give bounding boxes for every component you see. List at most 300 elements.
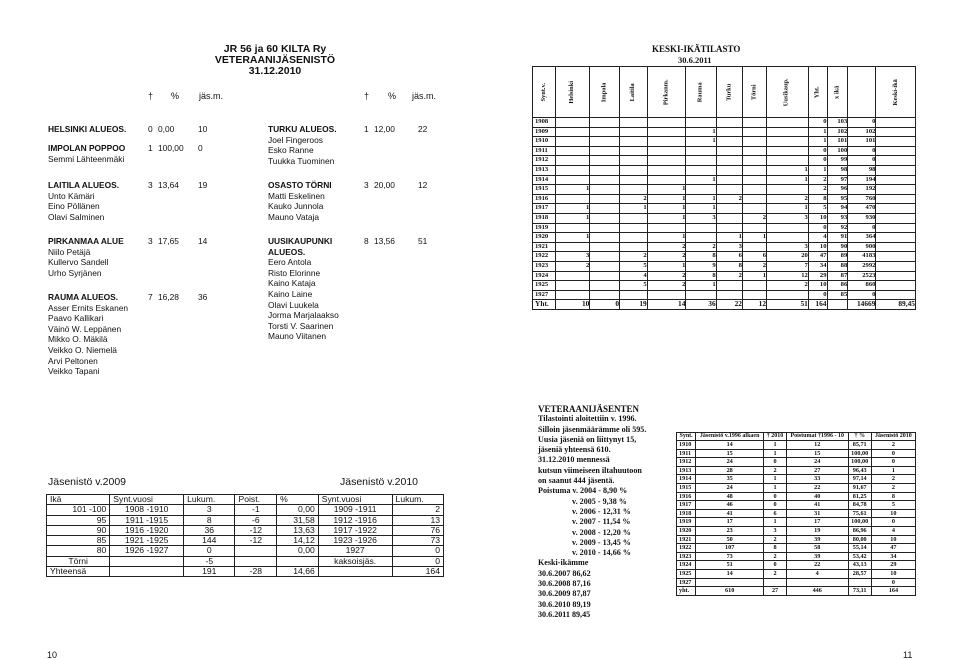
keski-cell [716,175,742,185]
keski-cell: 930 [848,213,876,223]
keski-cell [647,146,686,156]
veteran-cell: 86,96 [848,526,871,535]
veteran-cell: 39 [786,552,848,561]
keski-cell [590,156,620,166]
keski-cell: 194 [848,175,876,185]
keski-cell [620,156,648,166]
keski-cell: 90 [827,242,848,252]
veteran-cell: 14 [696,569,764,578]
jasenisto-cell: 13,63 [277,525,319,535]
keski-cell [876,127,916,137]
keski-cell [876,146,916,156]
keski-cell: 0 [808,156,827,166]
keski-cell: 3 [767,242,809,252]
keski-cell: 1 [808,137,827,147]
veteran-cell: 1 [871,466,915,475]
keski-cell [556,223,590,233]
veteran-total-cell: 164 [871,587,915,596]
keski-cell: 2 [686,242,716,252]
keski-cell: 1 [647,261,686,271]
veteran-cell: 1914 [677,475,696,484]
keski-cell: 1 [767,204,809,214]
keski-total-cell: 19 [620,300,648,310]
jasenisto-cell: 95 [47,515,110,525]
keski-cell [590,233,620,243]
keski-cell [876,271,916,281]
jasenisto-cell: -12 [235,525,277,535]
veteran-row [677,569,916,578]
keski-cell: 99 [827,156,848,166]
veteran-total-cell: 73,11 [848,587,871,596]
keski-cell: 1 [556,233,590,243]
keski-cell [620,118,648,128]
veteran-table [676,432,916,596]
keski-header-cell [848,67,876,118]
section-person: Niilo Petäjä [48,246,91,257]
veteran-cell: 1 [764,483,787,492]
keski-row [533,281,916,291]
keski-cell: 192 [848,185,876,195]
keski-cell: 85 [827,290,848,300]
section-members: 0 [198,143,203,153]
keski-cell: 1912 [533,156,556,166]
section-person: Torsti V. Saarinen [268,320,334,331]
keski-cell [556,156,590,166]
keski-cell: 8 [808,194,827,204]
section-pct: 17,65 [158,236,179,246]
keski-cell: 1 [767,175,809,185]
veteran-cell: 34 [871,552,915,561]
keski-cell: 900 [848,242,876,252]
section-2 [48,180,278,222]
veteran-cell: 55,14 [848,544,871,553]
jasenisto-cell: Yhteensä [47,567,110,577]
jasenisto-cell: 13 [392,515,443,525]
keski-row [533,146,916,156]
keski-cell [620,137,648,147]
keski-cell: 1909 [533,127,556,137]
veteran-total-row [677,587,916,596]
jasenisto-row [47,546,444,556]
keski-cell [716,118,742,128]
keski-cell: 3 [767,213,809,223]
keski-cell: 34 [808,261,827,271]
keski-cell [742,194,766,204]
keski-row [533,185,916,195]
keski-header-cell [686,67,716,118]
keski-cell [742,127,766,137]
veteran-row [677,492,916,501]
veteran-text-line: Keski-ikämme [538,558,589,568]
keski-cell: 2 [647,271,686,281]
keski-cell [590,175,620,185]
keski-header-cell [556,67,590,118]
veteran-row [677,441,916,450]
jasenisto-header-cell: Lukum. [392,495,443,505]
keski-cell [686,146,716,156]
keski-cell: 2 [647,242,686,252]
jasenisto-cell: 36 [184,525,235,535]
keski-cell [590,204,620,214]
keski-cell [876,213,916,223]
keski-cell: 1 [620,204,648,214]
keski-cell: 1 [716,233,742,243]
jasenisto-title-2010: Jäsenistö v.2010 [340,476,419,488]
section-person: Eero Antola [268,257,312,268]
veteran-row [677,466,916,475]
jasenisto-cell: 0 [184,546,235,556]
section-members: 19 [198,180,208,190]
keski-cell: 86 [827,281,848,291]
keski-cell [742,137,766,147]
keski-cell: 89 [827,252,848,262]
section-person: Asser Ernits Eskanen [48,302,129,313]
keski-cell: 3 [556,252,590,262]
keski-cell [876,137,916,147]
veteran-text-line: 30.6.2008 87,16 [538,579,591,589]
jasenisto-cell: 1912 -1916 [318,515,392,525]
jasenisto-cell: 0 [392,546,443,556]
veteran-cell: 46 [696,501,764,510]
keski-cell [590,118,620,128]
veteran-cell: 50 [696,535,764,544]
keski-cell [876,204,916,214]
keski-row [533,252,916,262]
keski-cell [620,223,648,233]
keski-cell [876,252,916,262]
jasenisto-cell: 164 [392,567,443,577]
keski-cell: 20 [767,252,809,262]
keski-cell: 8 [716,261,742,271]
keski-cell: 364 [848,233,876,243]
section-person: Veikko O. Niemelä [48,344,117,355]
keski-total-row [533,300,916,310]
keski-header-cell [808,67,827,118]
keski-cell: 0 [848,223,876,233]
veteran-cell: 12 [786,441,848,450]
veteran-header-cell: Jäsenistö v.1996 alkaen [696,433,764,441]
veteran-cell: 35 [696,475,764,484]
section-person: Mauno Viitanen [268,331,327,342]
keski-cell: 102 [827,127,848,137]
veteran-cell: 4 [786,569,848,578]
keski-cell [556,271,590,281]
keski-header-label: Keski-ikä [891,78,899,106]
veteran-cell: 1919 [677,518,696,527]
keski-cell: 2 [647,281,686,291]
keski-cell [767,127,809,137]
keski-cell: 103 [827,118,848,128]
jasenisto-header-cell: Lukum. [184,495,235,505]
keski-cell [556,194,590,204]
keski-row [533,118,916,128]
keski-cell: 1 [686,281,716,291]
keski-cell: 10 [808,242,827,252]
veteran-row [677,578,916,587]
keski-cell: 9 [686,261,716,271]
veteran-cell: 1918 [677,509,696,518]
section-name: UUSIKAUPUNKI ALUEOS. [268,236,333,257]
veteran-cell: 2 [764,552,787,561]
jasenisto-header-cell: Poist. [235,495,277,505]
keski-row [533,175,916,185]
veteran-text-line: kutsun viimeiseen iltahuutoon [538,465,642,475]
keski-cell: 2523 [848,271,876,281]
veteran-row [677,475,916,484]
veteran-cell: 1920 [677,526,696,535]
keski-cell [590,185,620,195]
keski-cell: 2 [742,213,766,223]
jasenisto-cell: 144 [184,536,235,546]
keski-cell: 1 [742,271,766,281]
veteran-text-line: 30.6.2010 89,19 [538,599,591,609]
keski-cell [742,175,766,185]
keski-cell [742,204,766,214]
veteran-cell: 41 [786,501,848,510]
keski-cell [620,242,648,252]
veteran-row [677,526,916,535]
jasenisto-cell [235,546,277,556]
jasenisto-title-2009: Jäsenistö v.2009 [48,476,127,488]
veteran-cell: 29 [871,561,915,570]
veteran-cell: 17 [696,518,764,527]
veteran-text-line: 30.6.2011 89,45 [538,609,591,619]
keski-cell [767,223,809,233]
keski-cell: 2 [716,194,742,204]
keski-cell [742,223,766,233]
keski-cell [590,271,620,281]
veteran-cell [696,578,764,587]
keski-total-cell: 12 [742,300,766,310]
keski-cell: 1913 [533,165,556,175]
keski-cell [556,242,590,252]
keski-cell: 1 [686,137,716,147]
keski-cell [590,213,620,223]
jasenisto-cell: -5 [184,556,235,566]
jasenisto-cell: kaksoisjäs. [318,556,392,566]
keski-total-cell: 36 [686,300,716,310]
section-1 [48,143,278,164]
keski-cell [620,185,648,195]
jasenisto-row [47,536,444,546]
section-members: 22 [418,124,428,134]
veteran-cell: 1922 [677,544,696,553]
jasenisto-header-cell: Synt.vuosi [110,495,184,505]
keski-cell: 8 [686,252,716,262]
veteran-text-line: jäseniä yhteensä 610. [538,445,611,455]
veteran-cell [848,578,871,587]
keski-cell: 1908 [533,118,556,128]
keski-header-label: x ikä [833,85,841,99]
keski-cell: 2 [620,194,648,204]
keski-cell: 0 [808,118,827,128]
veteran-cell: 0 [871,458,915,467]
keski-total-cell: 51 [767,300,809,310]
veteran-cell: 100,00 [848,458,871,467]
keski-cell [876,242,916,252]
veteran-cell: 2 [871,475,915,484]
keski-cell [620,213,648,223]
section-pct: 16,28 [158,292,179,302]
keski-cell: 10 [808,281,827,291]
section-members: 12 [418,180,428,190]
keski-cell [556,137,590,147]
section-name: TURKU ALUEOS. [268,124,337,134]
keski-cell [647,118,686,128]
keski-cell [556,146,590,156]
veteran-cell: 24 [786,458,848,467]
veteran-cell: 1911 [677,449,696,458]
section-dagger: 1 [148,143,153,153]
keski-cell: 2992 [848,261,876,271]
keski-header-label: Helsinki [568,80,576,104]
keski-cell [647,127,686,137]
veteran-cell [764,578,787,587]
veteran-header-cell: † % [848,433,871,441]
keski-cell [590,137,620,147]
keski-cell: 1915 [533,185,556,195]
jasenisto-cell: 90 [47,525,110,535]
veteran-text-line: v. 2006 - 12,31 % [572,506,631,516]
col-header-jasm-left: jäs.m. [199,91,224,101]
keski-cell: 0 [848,146,876,156]
veteran-cell: 31 [786,509,848,518]
keski-row [533,271,916,281]
keski-header-cell [533,67,556,118]
keski-cell: 2 [808,175,827,185]
keski-cell: 5 [808,204,827,214]
keski-cell: 1917 [533,204,556,214]
keski-cell: 92 [827,223,848,233]
keski-row [533,156,916,166]
keski-total-cell: Yht. [533,300,556,310]
veteran-cell: 73 [696,552,764,561]
keski-cell: 102 [848,127,876,137]
section-person: Arvi Peltonen [48,355,98,366]
veteran-cell: 22 [786,561,848,570]
jasenisto-cell: 31,58 [277,515,319,525]
veteran-text-line: on saanut 444 jäsentä. [538,476,615,486]
keski-cell: 88 [827,261,848,271]
keski-cell: 2 [767,281,809,291]
veteran-text-line: v. 2009 - 13,45 % [572,537,631,547]
veteran-cell: 10 [871,569,915,578]
keski-cell: 93 [827,213,848,223]
veteran-cell: 0 [871,518,915,527]
keski-cell [876,156,916,166]
jasenisto-cell: 1908 -1910 [110,505,184,515]
section-0 [268,124,498,166]
keski-header-label: Rauma [696,82,704,102]
veteran-row [677,509,916,518]
veteran-text-line: Uusia jäseniä on liittynyt 15, [538,434,637,444]
veteran-cell: 58 [786,544,848,553]
veteran-cell: 0 [871,578,915,587]
keski-cell [620,127,648,137]
veteran-cell: 91,67 [848,483,871,492]
jasenisto-cell: 1916 -1920 [110,525,184,535]
veteran-cell: 0 [871,449,915,458]
section-name: LAITILA ALUEOS. [48,180,120,190]
keski-row [533,194,916,204]
keski-cell: 1921 [533,242,556,252]
section-person: Veikko Tapani [48,366,100,377]
keski-cell [876,175,916,185]
jasenisto-cell: 80 [47,546,110,556]
keski-cell: 2 [556,261,590,271]
veteran-cell: 1913 [677,466,696,475]
col-header-dagger-right: † [364,91,370,101]
title-line-1: JR 56 ja 60 KILTA Ry [223,43,327,55]
keski-cell [647,223,686,233]
keski-cell [590,223,620,233]
section-dagger: 1 [364,124,369,134]
keski-cell: 1 [556,204,590,214]
section-person: Kaino Laine [268,288,313,299]
jasenisto-cell [110,567,184,577]
keski-cell: 1923 [533,261,556,271]
veteran-cell: 1921 [677,535,696,544]
veteran-cell: 75,61 [848,509,871,518]
jasenisto-cell: 2 [392,505,443,515]
section-person: Väinö W. Leppänen [48,323,122,334]
veteran-cell: 19 [786,526,848,535]
section-pct: 20,00 [374,180,395,190]
keski-cell [716,156,742,166]
jasenisto-cell: 191 [184,567,235,577]
keski-total-cell: 164 [808,300,827,310]
keski-cell [556,127,590,137]
section-person: Paavo Kallikari [48,313,104,324]
veteran-cell: 1 [764,475,787,484]
title-line-2: VETERAANIJÄSENISTÖ [214,54,336,66]
jasenisto-cell: -1 [235,505,277,515]
keski-cell [590,194,620,204]
keski-cell [590,281,620,291]
veteran-header-cell: † 2010 [764,433,787,441]
keski-cell: 47 [808,252,827,262]
veteran-cell: 0 [764,561,787,570]
veteran-text-line: VETERAANIJÄSENTEN [538,404,640,414]
veteran-cell: 1915 [677,483,696,492]
left-page-title [0,44,480,77]
veteran-cell: 24 [696,483,764,492]
veteran-row [677,535,916,544]
jasenisto-cell [318,567,392,577]
section-name: OSASTO TÖRNI [268,180,332,190]
veteran-cell [786,578,848,587]
veteran-cell: 2 [871,483,915,492]
keski-cell: 1 [808,127,827,137]
keski-header-cell [742,67,766,118]
veteran-cell: 1 [764,441,787,450]
keski-cell: 1922 [533,252,556,262]
col-header-dagger-left: † [148,91,154,101]
veteran-cell: 23 [696,526,764,535]
keski-total-cell: 10 [556,300,590,310]
keski-cell [742,165,766,175]
jasenisto-cell: 0,00 [277,505,319,515]
keski-cell: 12 [767,271,809,281]
keski-cell [716,281,742,291]
veteran-cell: 84,78 [848,501,871,510]
section-name: HELSINKI ALUEOS. [48,124,127,134]
keski-cell: 4 [808,233,827,243]
veteran-total-cell: 27 [764,587,787,596]
keski-cell: 2 [808,185,827,195]
veteran-cell: 41 [696,509,764,518]
keski-cell [556,165,590,175]
